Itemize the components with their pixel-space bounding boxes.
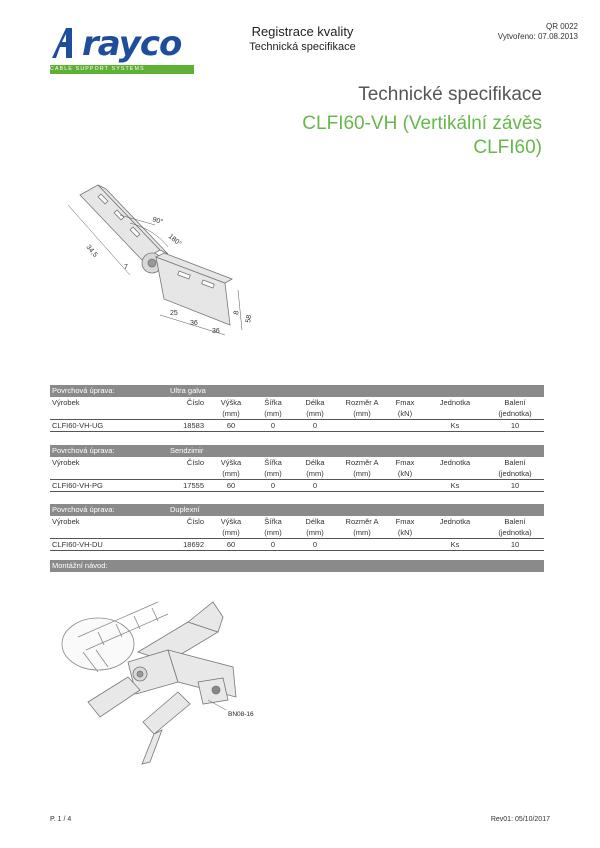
table-row bbox=[50, 538, 544, 551]
dim-b: 36 bbox=[190, 320, 198, 327]
product-number: 18692 bbox=[183, 540, 204, 549]
col-unit: Jednotka bbox=[439, 517, 471, 526]
dim-e: 58 bbox=[245, 314, 254, 324]
page-number: P. 1 / 4 bbox=[50, 816, 72, 823]
unit-pack: (jednotka) bbox=[498, 528, 532, 537]
col-height: Výška bbox=[220, 458, 242, 467]
product-length: 0 bbox=[312, 421, 318, 430]
header-row bbox=[50, 516, 544, 527]
product-code: CLFI60-VH-DU bbox=[52, 540, 103, 549]
dim-c: 36 bbox=[212, 328, 220, 335]
surface-label: Povrchová úprava: bbox=[52, 386, 115, 395]
unit-fmax: (kN) bbox=[397, 409, 413, 418]
dim-angle-top: 90° bbox=[151, 216, 164, 227]
col-width: Šířka bbox=[264, 517, 282, 526]
logo-text: rayco bbox=[82, 24, 182, 64]
col-pack: Balení bbox=[504, 517, 526, 526]
product-pack: 10 bbox=[510, 540, 520, 549]
product-length: 0 bbox=[312, 540, 318, 549]
product-code: CLFI60-VH-UG bbox=[52, 421, 104, 430]
col-fmax: Fmax bbox=[395, 517, 415, 526]
surface-value: Sendzimir bbox=[170, 446, 204, 455]
unit-height: (mm) bbox=[222, 409, 240, 418]
units-row bbox=[50, 468, 544, 479]
product-title: CLFI60-VH (Vertikální závěs CLFI60) bbox=[302, 113, 542, 158]
col-dim-a: Rozměr A bbox=[345, 458, 379, 467]
product-width: 0 bbox=[270, 421, 276, 430]
surface-label: Povrchová úprava: bbox=[52, 446, 115, 455]
header-row bbox=[50, 457, 544, 468]
header-row bbox=[50, 397, 544, 408]
assembly-band bbox=[50, 560, 544, 572]
page-title: Technické specifikace bbox=[358, 84, 542, 105]
revision-date: Rev01: 05/10/2017 bbox=[490, 816, 550, 823]
dim-d: 8 bbox=[233, 310, 241, 316]
spec-table-ug bbox=[50, 385, 544, 432]
spec-table-du bbox=[50, 504, 544, 551]
unit-length: (mm) bbox=[306, 409, 324, 418]
assembly-label: Montážní návod: bbox=[52, 561, 108, 570]
unit-width: (mm) bbox=[264, 469, 282, 478]
col-unit: Jednotka bbox=[439, 458, 471, 467]
unit-dim-a: (mm) bbox=[353, 528, 371, 537]
product-length: 0 bbox=[312, 481, 318, 490]
col-length: Délka bbox=[305, 517, 325, 526]
col-length: Délka bbox=[305, 398, 325, 407]
surface-label: Povrchová úprava: bbox=[52, 505, 115, 514]
col-width: Šířka bbox=[264, 398, 282, 407]
surface-band bbox=[50, 445, 544, 457]
col-product: Výrobek bbox=[52, 398, 80, 407]
units-row bbox=[50, 527, 544, 538]
col-number: Číslo bbox=[186, 517, 204, 526]
unit-dim-a: (mm) bbox=[353, 409, 371, 418]
dim-length: 34,5 bbox=[84, 243, 99, 259]
surface-value: Duplexní bbox=[170, 505, 200, 514]
product-unit: Ks bbox=[450, 481, 460, 490]
col-fmax: Fmax bbox=[395, 398, 415, 407]
table-row bbox=[50, 419, 544, 432]
product-unit: Ks bbox=[450, 421, 460, 430]
unit-height: (mm) bbox=[222, 469, 240, 478]
created-date: Vytvořeno: 07.08.2013 bbox=[497, 32, 578, 41]
col-dim-a: Rozměr A bbox=[345, 517, 379, 526]
col-product: Výrobek bbox=[52, 517, 80, 526]
header-title-line1: Registrace kvality bbox=[251, 24, 354, 39]
product-pack: 10 bbox=[510, 481, 520, 490]
col-fmax: Fmax bbox=[395, 458, 415, 467]
col-width: Šířka bbox=[264, 458, 282, 467]
col-number: Číslo bbox=[186, 458, 204, 467]
assembly-section bbox=[50, 560, 544, 572]
unit-dim-a: (mm) bbox=[353, 469, 371, 478]
col-unit: Jednotka bbox=[439, 398, 471, 407]
surface-band bbox=[50, 385, 544, 397]
product-number: 18583 bbox=[183, 421, 204, 430]
dim-a: 25 bbox=[170, 310, 178, 317]
unit-fmax: (kN) bbox=[397, 528, 413, 537]
assembly-part-label: BN08-16 bbox=[228, 711, 254, 718]
logo-tagline: CABLE SUPPORT SYSTEMS bbox=[50, 66, 145, 72]
product-unit: Ks bbox=[450, 540, 460, 549]
product-width: 0 bbox=[270, 481, 276, 490]
col-product: Výrobek bbox=[52, 458, 80, 467]
header-title-line2: Technická specifikace bbox=[249, 41, 356, 53]
product-number: 17555 bbox=[183, 481, 204, 490]
spec-table-pg bbox=[50, 445, 544, 492]
product-height: 60 bbox=[226, 421, 236, 430]
dim-small: 7 bbox=[124, 264, 128, 271]
unit-width: (mm) bbox=[264, 528, 282, 537]
col-pack: Balení bbox=[504, 398, 526, 407]
surface-band bbox=[50, 504, 544, 516]
table-row bbox=[50, 479, 544, 492]
surface-value: Ultra galva bbox=[170, 386, 206, 395]
dim-angle-bottom: 180° bbox=[166, 233, 183, 248]
assembly-drawing bbox=[58, 582, 278, 772]
product-code: CLFI60-VH-PG bbox=[52, 481, 103, 490]
col-height: Výška bbox=[220, 517, 242, 526]
col-height: Výška bbox=[220, 398, 242, 407]
unit-pack: (jednotka) bbox=[498, 469, 532, 478]
unit-pack: (jednotka) bbox=[498, 409, 532, 418]
logo-wordmark bbox=[48, 25, 181, 63]
unit-length: (mm) bbox=[306, 528, 324, 537]
units-row bbox=[50, 408, 544, 419]
col-length: Délka bbox=[305, 458, 325, 467]
unit-width: (mm) bbox=[264, 409, 282, 418]
rayco-logo bbox=[48, 25, 196, 73]
col-pack: Balení bbox=[504, 458, 526, 467]
unit-fmax: (kN) bbox=[397, 469, 413, 478]
logo-a-icon bbox=[48, 25, 82, 59]
technical-drawing bbox=[60, 175, 270, 345]
col-dim-a: Rozměr A bbox=[345, 398, 379, 407]
doc-code: QR 0022 bbox=[545, 22, 578, 31]
product-width: 0 bbox=[270, 540, 276, 549]
product-height: 60 bbox=[226, 481, 236, 490]
product-height: 60 bbox=[226, 540, 236, 549]
col-number: Číslo bbox=[186, 398, 204, 407]
unit-length: (mm) bbox=[306, 469, 324, 478]
unit-height: (mm) bbox=[222, 528, 240, 537]
product-pack: 10 bbox=[510, 421, 520, 430]
